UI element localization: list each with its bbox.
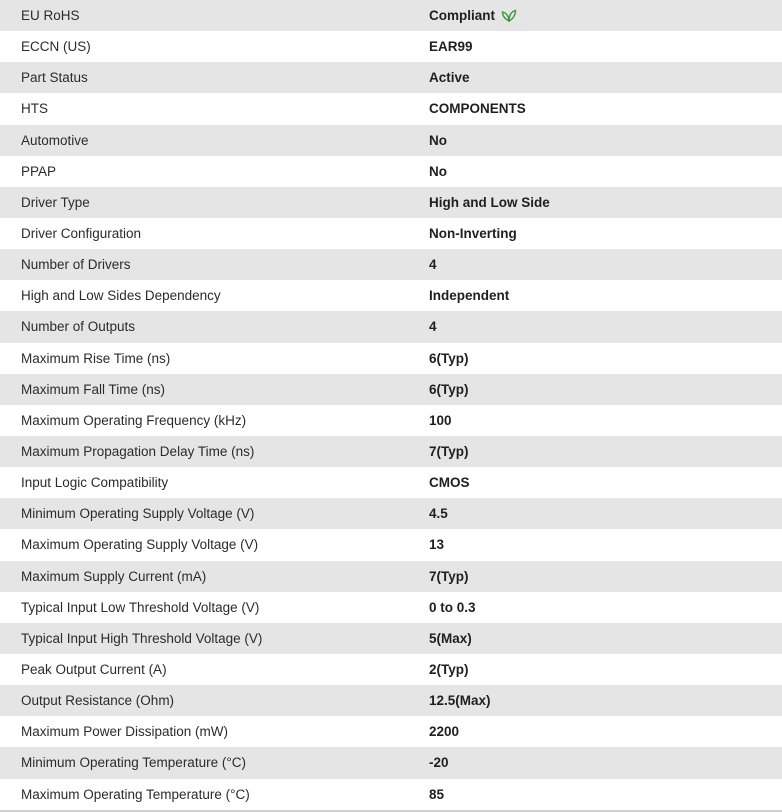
spec-label: Maximum Operating Supply Voltage (V) [21, 537, 259, 553]
spec-label: Output Resistance (Ohm) [21, 693, 175, 709]
spec-value: EAR99 [429, 39, 473, 55]
spec-value-cell [429, 592, 782, 623]
spec-value: 4 [429, 319, 437, 335]
spec-value-cell [429, 779, 782, 810]
spec-row [0, 249, 782, 280]
spec-label: Number of Drivers [21, 257, 131, 273]
spec-label: Part Status [21, 70, 88, 86]
spec-value: -20 [429, 755, 449, 771]
spec-value-cell [429, 62, 782, 93]
spec-label: Driver Configuration [21, 226, 142, 242]
spec-row [0, 405, 782, 436]
spec-label: High and Low Sides Dependency [21, 288, 221, 304]
spec-label: PPAP [21, 163, 57, 179]
spec-value: 5(Max) [429, 630, 472, 646]
spec-value-cell [429, 529, 782, 560]
spec-label: EU RoHS [21, 8, 80, 24]
spec-label: Automotive [21, 132, 89, 148]
spec-value: 4 [429, 257, 437, 273]
spec-row [0, 93, 782, 124]
spec-label: ECCN (US) [21, 39, 91, 55]
spec-value-cell [429, 156, 782, 187]
spec-value-cell [429, 716, 782, 747]
spec-label: HTS [21, 101, 48, 117]
spec-value: 6(Typ) [429, 350, 469, 366]
spec-row [0, 125, 782, 156]
spec-value: No [429, 163, 447, 179]
spec-row [0, 747, 782, 778]
spec-row [0, 31, 782, 62]
spec-value-cell [429, 93, 782, 124]
spec-row [0, 716, 782, 747]
spec-row [0, 592, 782, 623]
spec-value: 0 to 0.3 [429, 599, 476, 615]
spec-row [0, 218, 782, 249]
spec-value: 2(Typ) [429, 662, 469, 678]
spec-value: No [429, 132, 447, 148]
spec-label: Maximum Propagation Delay Time (ns) [21, 444, 255, 460]
spec-value-cell [429, 747, 782, 778]
spec-value: 13 [429, 537, 445, 553]
spec-label: Maximum Supply Current (mA) [21, 568, 207, 584]
spec-value-cell [429, 343, 782, 374]
spec-value: High and Low Side [429, 194, 550, 210]
spec-value: Active [429, 70, 470, 86]
spec-value: Independent [429, 288, 510, 304]
spec-value-cell [429, 654, 782, 685]
spec-row [0, 311, 782, 342]
spec-label: Maximum Rise Time (ns) [21, 350, 171, 366]
spec-value: 2200 [429, 724, 460, 740]
spec-label: Typical Input Low Threshold Voltage (V) [21, 599, 260, 615]
spec-label: Maximum Fall Time (ns) [21, 381, 166, 397]
spec-value-cell [429, 218, 782, 249]
spec-value: COMPONENTS [429, 101, 526, 117]
spec-value: 4.5 [429, 506, 448, 522]
leaf-icon [501, 9, 517, 22]
spec-row [0, 343, 782, 374]
spec-value-cell [429, 31, 782, 62]
spec-label: Peak Output Current (A) [21, 662, 167, 678]
spec-label: Maximum Operating Temperature (°C) [21, 786, 250, 802]
spec-row [0, 0, 782, 31]
spec-label: Input Logic Compatibility [21, 475, 169, 491]
spec-row [0, 436, 782, 467]
spec-value-cell [429, 0, 782, 31]
spec-row [0, 374, 782, 405]
spec-row [0, 685, 782, 716]
spec-value: 6(Typ) [429, 381, 469, 397]
spec-label: Typical Input High Threshold Voltage (V) [21, 630, 263, 646]
spec-label: Maximum Power Dissipation (mW) [21, 724, 229, 740]
spec-row [0, 623, 782, 654]
spec-row [0, 561, 782, 592]
spec-value-cell [429, 498, 782, 529]
spec-row [0, 280, 782, 311]
spec-value: Compliant [429, 8, 495, 24]
spec-row [0, 779, 782, 810]
spec-label: Driver Type [21, 194, 90, 210]
spec-value: 7(Typ) [429, 568, 469, 584]
spec-row [0, 498, 782, 529]
spec-row [0, 467, 782, 498]
spec-value-cell [429, 311, 782, 342]
spec-value-cell [429, 374, 782, 405]
spec-row [0, 156, 782, 187]
spec-value-cell [429, 623, 782, 654]
spec-value-cell [429, 280, 782, 311]
spec-label: Number of Outputs [21, 319, 136, 335]
spec-value-cell [429, 436, 782, 467]
spec-value: 12.5(Max) [429, 693, 491, 709]
spec-value-cell [429, 685, 782, 716]
spec-value-cell [429, 125, 782, 156]
spec-value: 7(Typ) [429, 444, 469, 460]
spec-label: Minimum Operating Temperature (°C) [21, 755, 246, 771]
spec-row [0, 187, 782, 218]
spec-value: 100 [429, 412, 452, 428]
spec-row [0, 654, 782, 685]
spec-value-cell [429, 561, 782, 592]
spec-value: Non-Inverting [429, 226, 517, 242]
spec-value: 85 [429, 786, 445, 802]
spec-value-cell [429, 405, 782, 436]
spec-label: Minimum Operating Supply Voltage (V) [21, 506, 255, 522]
spec-row [0, 529, 782, 560]
spec-row [0, 62, 782, 93]
spec-value-cell [429, 249, 782, 280]
spec-value: CMOS [429, 475, 470, 491]
spec-label: Maximum Operating Frequency (kHz) [21, 412, 247, 428]
spec-value-cell [429, 187, 782, 218]
spec-value-cell [429, 467, 782, 498]
